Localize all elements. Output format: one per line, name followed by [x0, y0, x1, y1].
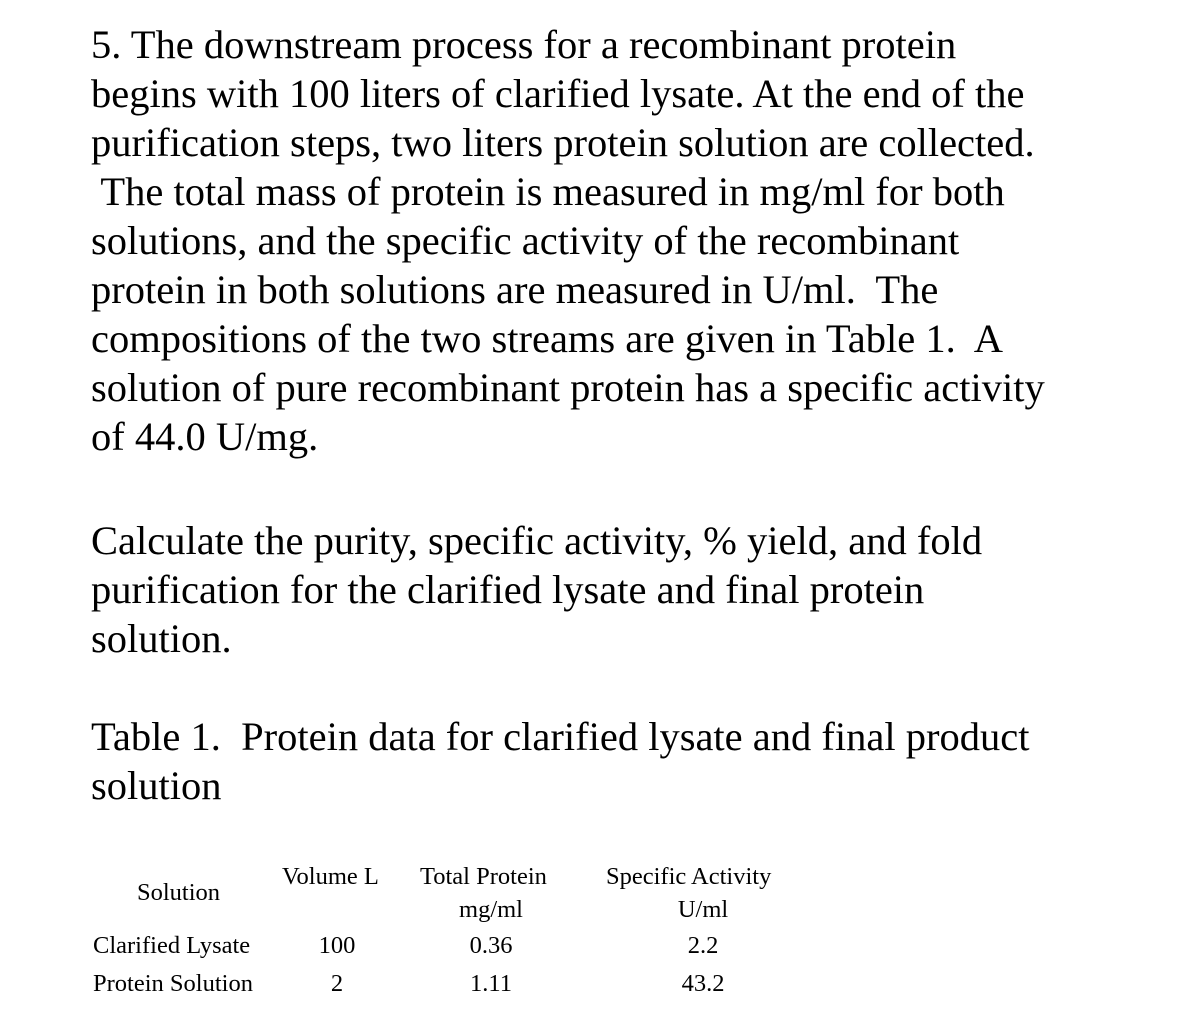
- text-line: Table 1. Protein data for clarified lysate and final product: [91, 714, 1030, 759]
- table-row-solution: Protein Solution: [93, 970, 253, 997]
- header-total-protein-unit: mg/ml: [459, 896, 523, 923]
- table-row-specific-activity: 2.2: [687, 932, 719, 959]
- text-line: begins with 100 liters of clarified lysate. At the end of the: [91, 71, 1025, 116]
- text-line: The total mass of protein is measured in mg/ml for both: [91, 169, 1005, 214]
- table-row-total-protein: 0.36: [469, 932, 513, 959]
- text-line: of 44.0 U/mg.: [91, 414, 319, 459]
- table-row-total-protein: 1.11: [470, 970, 512, 997]
- table-row-solution: Clarified Lysate: [93, 932, 251, 959]
- text-line: purification for the clarified lysate and final protein: [91, 567, 925, 612]
- text-line: solution.: [91, 616, 232, 661]
- text-line: purification steps, two liters protein solution are collected.: [91, 120, 1035, 165]
- table-row-specific-activity: 43.2: [681, 970, 725, 997]
- header-specific-activity-unit: U/ml: [677, 896, 729, 923]
- text-line: Calculate the purity, specific activity, % yield, and fold: [91, 518, 983, 563]
- header-solution: Solution: [137, 879, 221, 906]
- text-line: solution: [91, 763, 222, 808]
- header-volume: Volume L: [282, 863, 379, 890]
- text-line: protein in both solutions are measured in U/ml. The: [91, 267, 939, 312]
- text-line: solution of pure recombinant protein has a specific activity: [91, 365, 1045, 410]
- table-row-volume: 100: [318, 932, 356, 959]
- text-line: solutions, and the specific activity of the recombinant: [91, 218, 960, 263]
- text-line: compositions of the two streams are given in Table 1. A: [91, 316, 1004, 361]
- header-specific-activity: Specific Activity: [606, 863, 772, 890]
- text-line: 5. The downstream process for a recombinant protein: [91, 22, 957, 67]
- table-row-volume: 2: [330, 970, 344, 997]
- header-total-protein: Total Protein: [420, 863, 547, 890]
